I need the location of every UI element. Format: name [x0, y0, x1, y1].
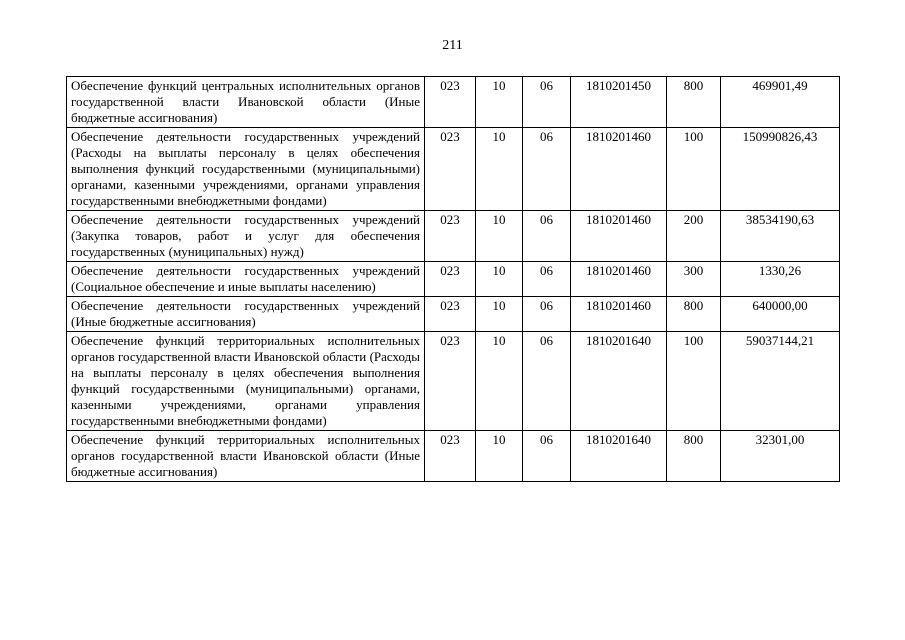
- row-expense-type: 300: [667, 262, 721, 297]
- row-grbs-code: 023: [425, 262, 476, 297]
- row-amount: 1330,26: [721, 262, 840, 297]
- row-grbs-code: 023: [425, 77, 476, 128]
- table-row: [67, 128, 840, 211]
- row-target-article: 1810201460: [571, 262, 667, 297]
- table-row: [67, 297, 840, 332]
- row-section-code: 10: [476, 211, 523, 262]
- row-target-article: 1810201460: [571, 211, 667, 262]
- row-section-code: 10: [476, 262, 523, 297]
- row-amount: 150990826,43: [721, 128, 840, 211]
- row-description: Обеспечение функций центральных исполнительных органов государственной власти Ивановской области (Иные бюджетные ассигнования): [67, 77, 425, 128]
- row-section-code: 10: [476, 297, 523, 332]
- row-section-code: 10: [476, 431, 523, 482]
- budget-table: [66, 76, 840, 482]
- row-expense-type: 100: [667, 128, 721, 211]
- row-amount: 640000,00: [721, 297, 840, 332]
- row-expense-type: 800: [667, 77, 721, 128]
- row-grbs-code: 023: [425, 128, 476, 211]
- row-grbs-code: 023: [425, 332, 476, 431]
- row-section-code: 10: [476, 128, 523, 211]
- row-section-code: 10: [476, 332, 523, 431]
- row-target-article: 1810201640: [571, 332, 667, 431]
- row-description: Обеспечение деятельности государственных учреждений (Социальное обеспечение и иные выплаты населению): [67, 262, 425, 297]
- row-expense-type: 800: [667, 431, 721, 482]
- row-subsection-code: 06: [523, 128, 571, 211]
- row-expense-type: 800: [667, 297, 721, 332]
- row-amount: 38534190,63: [721, 211, 840, 262]
- row-description: Обеспечение деятельности государственных учреждений (Закупка товаров, работ и услуг для обеспечения государственных (муниципальных) нужд): [67, 211, 425, 262]
- row-expense-type: 200: [667, 211, 721, 262]
- row-target-article: 1810201460: [571, 128, 667, 211]
- row-subsection-code: 06: [523, 262, 571, 297]
- table-row: [67, 332, 840, 431]
- row-amount: 469901,49: [721, 77, 840, 128]
- table-row: [67, 77, 840, 128]
- page-number: 211: [442, 38, 463, 53]
- table-row: [67, 262, 840, 297]
- row-expense-type: 100: [667, 332, 721, 431]
- row-amount: 59037144,21: [721, 332, 840, 431]
- row-subsection-code: 06: [523, 297, 571, 332]
- row-grbs-code: 023: [425, 297, 476, 332]
- row-target-article: 1810201460: [571, 297, 667, 332]
- table-row: [67, 431, 840, 482]
- row-subsection-code: 06: [523, 332, 571, 431]
- table-row: [67, 211, 840, 262]
- row-description: Обеспечение деятельности государственных учреждений (Расходы на выплаты персоналу в целях обеспечения выполнения функций государственными (муниципальными) органами, казенными учреждениями, органами управления государственными внебюджетными фондами): [67, 128, 425, 211]
- row-amount: 32301,00: [721, 431, 840, 482]
- row-target-article: 1810201450: [571, 77, 667, 128]
- row-description: Обеспечение функций территориальных исполнительных органов государственной власти Ивановской области (Иные бюджетные ассигнования): [67, 431, 425, 482]
- row-target-article: 1810201640: [571, 431, 667, 482]
- row-section-code: 10: [476, 77, 523, 128]
- row-subsection-code: 06: [523, 77, 571, 128]
- row-subsection-code: 06: [523, 431, 571, 482]
- row-description: Обеспечение функций территориальных исполнительных органов государственной власти Ивановской области (Расходы на выплаты персоналу в целях обеспечения выполнения функций государственными (муниципальными) органами, казенными учреждениями, органами управления государственными внебюджетными фондами): [67, 332, 425, 431]
- row-subsection-code: 06: [523, 211, 571, 262]
- row-grbs-code: 023: [425, 431, 476, 482]
- row-description: Обеспечение деятельности государственных учреждений (Иные бюджетные ассигнования): [67, 297, 425, 332]
- row-grbs-code: 023: [425, 211, 476, 262]
